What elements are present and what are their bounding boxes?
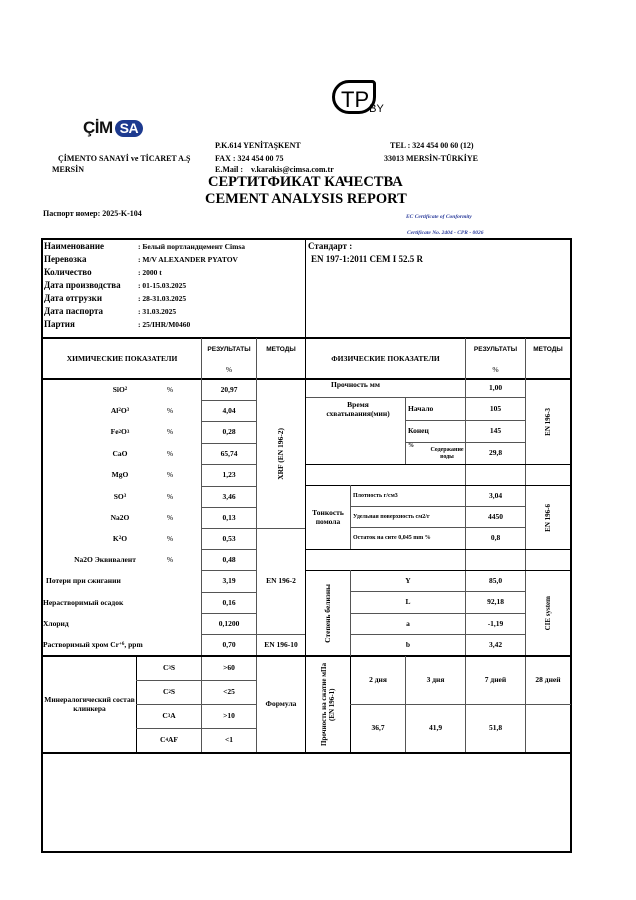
tp-logo-text: TP — [341, 87, 370, 112]
cimsa-logo — [83, 118, 143, 138]
info-label: Количество — [44, 267, 92, 277]
standard-label: Стандарт : — [308, 241, 353, 251]
chem-unit: % — [166, 512, 174, 522]
info-value: : Белый портландцемент Cimsa — [138, 242, 246, 251]
mineral-value: <25 — [223, 687, 235, 697]
chem-name: Na2O — [110, 512, 130, 522]
mineral-name: C 2 S — [162, 687, 176, 697]
residue-value: 0,8 — [490, 533, 501, 543]
strength-value: 51,8 — [488, 723, 503, 733]
mineral-value: <1 — [224, 735, 234, 745]
chem-value: 1,23 — [222, 470, 236, 480]
table-border — [41, 851, 572, 853]
logo-accent: SA — [115, 120, 143, 137]
remarks-area — [43, 754, 570, 851]
whiteness-value: 92,18 — [487, 597, 504, 607]
physical-col-unit: % — [492, 364, 499, 374]
method-cie-text: CIE system — [543, 596, 552, 631]
strength-label-text: Прочность на сжатие мПа (EN 196-1) — [319, 663, 336, 746]
physical-heading: ФИЗИЧЕСКИЕ ПОКАЗАТЕЛИ — [331, 353, 440, 363]
method-xrf-text: XRF (EN 196-2) — [275, 428, 285, 480]
chemical-col-methods: МЕТОДЫ — [266, 346, 296, 354]
chem-name: MgO — [111, 470, 129, 480]
ec-certificate: EC Certificate of Conformity — [406, 214, 472, 220]
chem-name: Нерастворимый осадок — [43, 597, 124, 607]
chem-name: Na2O Эквивалент — [74, 554, 136, 564]
chem-value: 4,04 — [222, 405, 236, 415]
tel: TEL : 324 454 00 60 (12) — [390, 141, 474, 150]
strength-day: 7 дней — [484, 675, 507, 685]
table-border — [41, 238, 571, 240]
strength-day: 2 дня — [369, 675, 387, 685]
chem-unit: % — [166, 554, 174, 564]
setting-end-value: 145 — [489, 426, 502, 436]
strength-day: 3 дня — [426, 675, 445, 685]
table-border — [570, 238, 572, 852]
blaine-label: Удельная поверхность см2/г — [353, 513, 430, 520]
divider — [305, 238, 306, 338]
info-value: : 01-15.03.2025 — [138, 281, 187, 290]
strength-label — [306, 657, 350, 752]
mineral-name: C 3 S — [162, 663, 176, 673]
whiteness-label-text: Степень белизны — [322, 584, 332, 643]
chem-value: 65,74 — [220, 448, 238, 458]
setting-time-label: Время схватывания(мин) — [326, 400, 390, 418]
chem-unit: % — [166, 384, 174, 394]
mineral-label: Минералогический состав клинкера — [44, 694, 135, 713]
soundness-label: Прочность мм — [331, 379, 380, 389]
whiteness-label — [306, 571, 350, 656]
passport-number: Паспорт номер: 2025-K-104 — [43, 209, 142, 218]
chem-value: 20,97 — [220, 384, 238, 394]
info-label: Дата паспорта — [44, 306, 104, 316]
water-content-label — [407, 443, 465, 464]
chem-value: 0,1200 — [218, 618, 240, 628]
mineral-name: C 4 AF — [160, 735, 178, 745]
setting-end-label: Конец — [408, 426, 429, 436]
strength-day: 28 дней — [535, 675, 561, 685]
method-xrf — [257, 380, 305, 528]
chem-unit: % — [166, 470, 174, 480]
density-label: Плотность г/см3 — [353, 492, 398, 499]
info-value: : 2000 t — [138, 268, 162, 277]
strength-value: 36,7 — [371, 723, 385, 733]
info-label: Дата производства — [44, 280, 121, 290]
chem-unit: % — [166, 448, 174, 458]
physical-col-results: РЕЗУЛЬТАТЫ — [473, 346, 518, 354]
chem-unit: % — [166, 491, 174, 501]
chem-value: 0,70 — [222, 639, 236, 649]
certificate-number: Certificate No. 2404 - CPR - 0026 — [407, 230, 484, 236]
info-value: : 31.03.2025 — [138, 307, 177, 316]
chemical-heading: ХИМИЧЕСКИЕ ПОКАЗАТЕЛИ — [66, 353, 178, 363]
address: 33013 MERSİN-TÜRKİYE — [384, 154, 479, 163]
strength-value — [526, 705, 570, 752]
method-en196-2: EN 196-2 — [266, 576, 296, 586]
info-label: Дата отгрузки — [44, 293, 103, 303]
chem-name: Fe 2 O 3 — [110, 427, 130, 437]
tp-logo-sub: BY — [369, 103, 384, 115]
chem-unit: % — [166, 533, 174, 543]
chem-unit: % — [166, 427, 174, 437]
email-link[interactable]: v.karakis@cimsa.com.tr — [251, 165, 334, 174]
mineral-name: C 3 A — [162, 711, 176, 721]
chem-value: 3,19 — [222, 576, 236, 586]
method-en196-6-text: EN 196-6 — [543, 503, 552, 532]
chem-unit: % — [166, 405, 174, 415]
method-en196-3-text: EN 196-3 — [543, 408, 552, 436]
logo-text: ÇİM — [83, 118, 113, 137]
chem-name: SiO 2 — [112, 384, 128, 394]
chem-value: 3,46 — [222, 491, 236, 501]
chemical-col-unit: % — [225, 364, 233, 374]
strength-value: 41,9 — [428, 723, 443, 733]
chem-value: 0,53 — [222, 533, 236, 543]
mineral-value: >10 — [223, 711, 235, 721]
chem-name: Потери при сжигании — [46, 576, 121, 586]
method-cie — [526, 571, 570, 656]
company-name: ÇİMENTO SANAYİ ve TİCARET A.Ş — [58, 154, 191, 163]
info-value: : 28-31.03.2025 — [138, 294, 187, 303]
soundness-value: 1,00 — [488, 383, 503, 393]
chem-name: Al 2 O 3 — [110, 405, 130, 415]
title-ru: СЕРТИТФИКАТ КАЧЕСТВА — [208, 174, 403, 190]
chem-name: Растворимый хром Cr +6 , ppm — [43, 639, 143, 649]
fineness-label: Тонкость помола — [312, 507, 344, 526]
chem-name: K 2 O — [112, 533, 128, 543]
info-label: Перевозка — [44, 254, 87, 264]
info-label: Партия — [44, 319, 75, 329]
chemical-col-results: РЕЗУЛЬТАТЫ — [207, 346, 251, 354]
water-pct: % — [408, 443, 414, 449]
method-en196-10: EN 196-10 — [264, 639, 298, 649]
email-line — [215, 165, 334, 174]
density-value: 3,04 — [488, 490, 503, 500]
divider — [41, 337, 571, 339]
whiteness-param: Y — [405, 575, 411, 585]
method-en196-6 — [526, 486, 570, 549]
blaine-value: 4450 — [488, 511, 503, 521]
chem-value: 0,16 — [222, 597, 236, 607]
chem-name: CaO — [112, 448, 128, 458]
po-box: P.K.614 YENİTAŞKENT — [215, 141, 301, 150]
physical-col-methods: МЕТОДЫ — [533, 346, 563, 354]
water-content-value: 29,8 — [488, 448, 503, 458]
chem-name: SO 3 — [113, 491, 127, 501]
chem-name: Хлорид — [43, 618, 69, 628]
chem-value: 0,28 — [222, 427, 236, 437]
whiteness-param: b — [405, 639, 411, 649]
mineral-value: >60 — [223, 663, 235, 673]
info-value: : M/V ALEXANDER PYATOV — [138, 255, 238, 264]
standard-value: EN 197-1:2011 CEM I 52.5 R — [311, 254, 423, 264]
info-label: Наименование — [44, 241, 104, 251]
whiteness-param: L — [405, 597, 411, 607]
setting-start-value: 105 — [489, 403, 502, 413]
title-en: CEMENT ANALYSIS REPORT — [205, 191, 407, 207]
chem-value: 0,13 — [222, 512, 236, 522]
fax: FAX : 324 454 00 75 — [215, 154, 284, 163]
setting-start-label: Начало — [408, 403, 434, 413]
mineral-method: Формула — [265, 699, 297, 709]
company-city: MERSİN — [52, 165, 85, 174]
tp-by-logo — [332, 80, 384, 115]
whiteness-value: 3,42 — [488, 639, 503, 649]
email-label: E.Mail : — [215, 165, 243, 174]
whiteness-param: a — [406, 618, 410, 628]
method-en196-3 — [526, 380, 570, 464]
whiteness-value: 85,0 — [488, 575, 503, 585]
residue-label: Остаток на сите 0,045 mm % — [353, 535, 431, 542]
info-value: : 25/IHR/M0460 — [138, 320, 191, 329]
water-text: Содержание воды — [430, 446, 464, 460]
whiteness-value: -1,19 — [487, 618, 504, 628]
chem-value: 0,48 — [222, 554, 236, 564]
